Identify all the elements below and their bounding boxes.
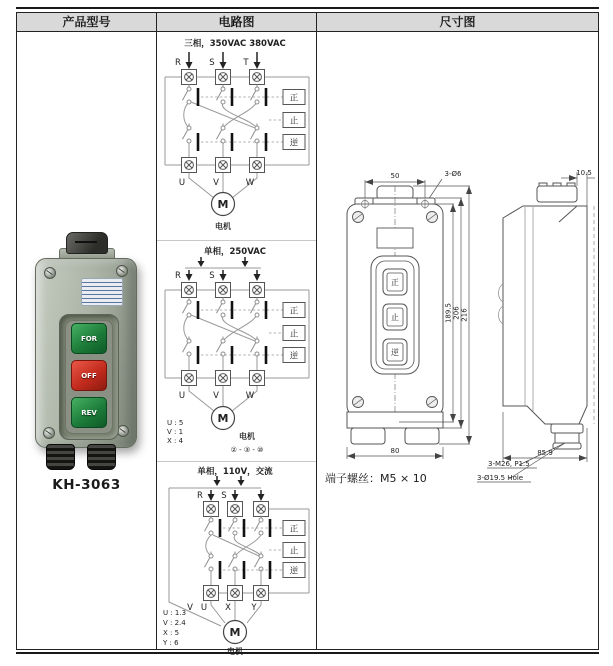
terminal-icon <box>216 371 231 386</box>
input-label: T <box>243 58 249 68</box>
contact-icon <box>251 298 260 318</box>
wiring-note: V : 2.4 <box>163 619 186 627</box>
input-label: R <box>197 491 203 501</box>
output-label: V <box>187 603 193 613</box>
button-box-label: 逆 <box>289 138 299 149</box>
terminal-icon <box>216 158 231 173</box>
dim-bottom-width: 80 <box>390 447 400 455</box>
cap-slot <box>75 241 97 243</box>
terminal-icon <box>182 371 197 386</box>
cable-gland <box>46 444 75 470</box>
contact-icon <box>183 124 192 144</box>
wiring-note: U : 1.3 <box>163 609 187 617</box>
wiring-note: V : 1 <box>167 428 184 436</box>
terminal-icon <box>204 586 219 601</box>
output-label: U <box>178 178 186 188</box>
contact-icon <box>217 298 226 318</box>
product-photo <box>29 232 143 470</box>
nameplate-outline <box>377 228 413 248</box>
circuit-single-phase-250 <box>157 241 316 462</box>
output-label: V <box>213 178 219 188</box>
input-label: R <box>175 58 181 68</box>
button-box-label: 正 <box>289 524 299 535</box>
dim-total-height: 216 <box>460 308 469 322</box>
front-button-label: 正 <box>391 278 399 287</box>
button-bezel <box>59 314 119 440</box>
input-label: S <box>209 271 215 281</box>
front-view-drawing <box>325 166 475 464</box>
terminal-icon <box>216 283 231 298</box>
front-button-label: 逆 <box>391 348 399 357</box>
terminal-icon <box>250 371 265 386</box>
screw-icon <box>43 427 55 439</box>
wiring-note: X : 4 <box>167 437 184 445</box>
circuit-svg-2 <box>157 241 315 457</box>
dim-top-offset: 10.5 <box>576 169 592 177</box>
dim-body-height: 206 <box>452 306 461 320</box>
circuit-title: 三相，350VAC 380VAC <box>184 39 286 49</box>
bottom-rule <box>16 652 599 654</box>
terminal-icon <box>250 283 265 298</box>
circuit-svg-3 <box>157 462 315 657</box>
input-label: S <box>221 491 227 501</box>
terminal-number-note: ② - ③ - ⑩ <box>230 446 264 454</box>
dim-hole-spacing: 189.5 <box>444 302 453 324</box>
rating-label <box>81 278 123 306</box>
forward-button: FOR <box>71 323 107 354</box>
motor-letter: M <box>217 198 229 211</box>
circuit-svg-1 <box>157 32 315 236</box>
input-label: R <box>175 271 181 281</box>
contact-icon <box>255 516 264 536</box>
contact-icon <box>229 516 238 536</box>
side-view-drawing <box>475 166 599 486</box>
output-label: W <box>245 391 255 401</box>
contact-icon <box>229 552 238 572</box>
contact-icon <box>183 85 192 105</box>
contact-icon <box>217 85 226 105</box>
header-cell-dimension-diagram: 尺寸图 <box>439 15 476 29</box>
dim-depth: 85.9 <box>537 449 553 457</box>
terminal-icon <box>204 502 219 517</box>
top-rule <box>16 7 599 9</box>
wiring-note: X : 5 <box>163 629 180 637</box>
terminal-icon <box>228 502 243 517</box>
button-box-label: 逆 <box>289 351 299 362</box>
circuit-title: 单相，110V，交流 <box>197 467 273 477</box>
contact-icon <box>183 298 192 318</box>
input-label: S <box>209 58 215 68</box>
circuit-title: 单相，250VAC <box>203 247 267 257</box>
cable-gland <box>87 444 116 470</box>
terminal-icon <box>250 158 265 173</box>
terminal-icon <box>250 70 265 85</box>
terminal-icon <box>216 70 231 85</box>
callout-gland-hole: 3-Ø19.5 Hole <box>477 474 524 482</box>
motor-label: 电机 <box>239 432 255 441</box>
output-label: U <box>178 391 186 401</box>
spec-table <box>16 12 599 650</box>
screw-icon <box>44 267 56 279</box>
terminal-icon <box>254 586 269 601</box>
button-box-label: 逆 <box>289 566 299 577</box>
contact-icon <box>251 85 260 105</box>
output-label: W <box>245 178 255 188</box>
header-cell-circuit-diagram: 电路图 <box>157 13 317 31</box>
terminal-icon <box>228 586 243 601</box>
motor-letter: M <box>217 412 229 425</box>
dim-mounting-holes: 3-Ø6 <box>444 170 462 178</box>
screw-icon <box>116 265 128 277</box>
circuit-three-phase <box>157 32 316 241</box>
terminal-icon <box>182 283 197 298</box>
callout-gland-thread: 3-M26, P1.5 <box>488 460 530 468</box>
front-button-label: 止 <box>391 313 399 322</box>
table-body <box>17 32 598 649</box>
terminal-icon <box>182 158 197 173</box>
stop-button: OFF <box>71 360 107 391</box>
product-column <box>17 32 157 649</box>
output-label: U <box>200 603 208 613</box>
terminal-icon <box>182 70 197 85</box>
contact-icon <box>217 124 226 144</box>
dim-top-width: 50 <box>390 172 400 180</box>
motor-label: 电机 <box>215 222 231 231</box>
product-model-label: KH-3063 <box>52 477 121 493</box>
wiring-note: U : 5 <box>167 419 184 427</box>
button-box-label: 正 <box>289 93 299 104</box>
terminal-screw-note: 端子螺丝：M5 × 10 <box>325 472 427 485</box>
output-label: X <box>225 603 231 613</box>
button-box-label: 正 <box>289 306 299 317</box>
output-label: V <box>213 391 219 401</box>
button-box-label: 止 <box>289 116 299 127</box>
button-box-label: 止 <box>289 546 299 557</box>
circuit-column <box>157 32 317 649</box>
table-header <box>17 13 598 32</box>
wiring-note: Y : 6 <box>163 639 179 647</box>
contact-icon <box>217 337 226 357</box>
motor-letter: M <box>229 626 241 639</box>
motor-label <box>227 646 243 656</box>
dimension-column <box>317 32 598 649</box>
photo-top-cap <box>66 232 108 254</box>
contact-icon <box>205 516 214 536</box>
button-box-label: 止 <box>289 329 299 340</box>
header-cell-product-model: 产品型号 <box>17 13 157 31</box>
reverse-button: REV <box>71 397 107 428</box>
terminal-icon <box>254 502 269 517</box>
output-label: Y <box>251 603 257 613</box>
circuit-single-phase-110 <box>157 462 316 661</box>
contact-icon <box>183 337 192 357</box>
